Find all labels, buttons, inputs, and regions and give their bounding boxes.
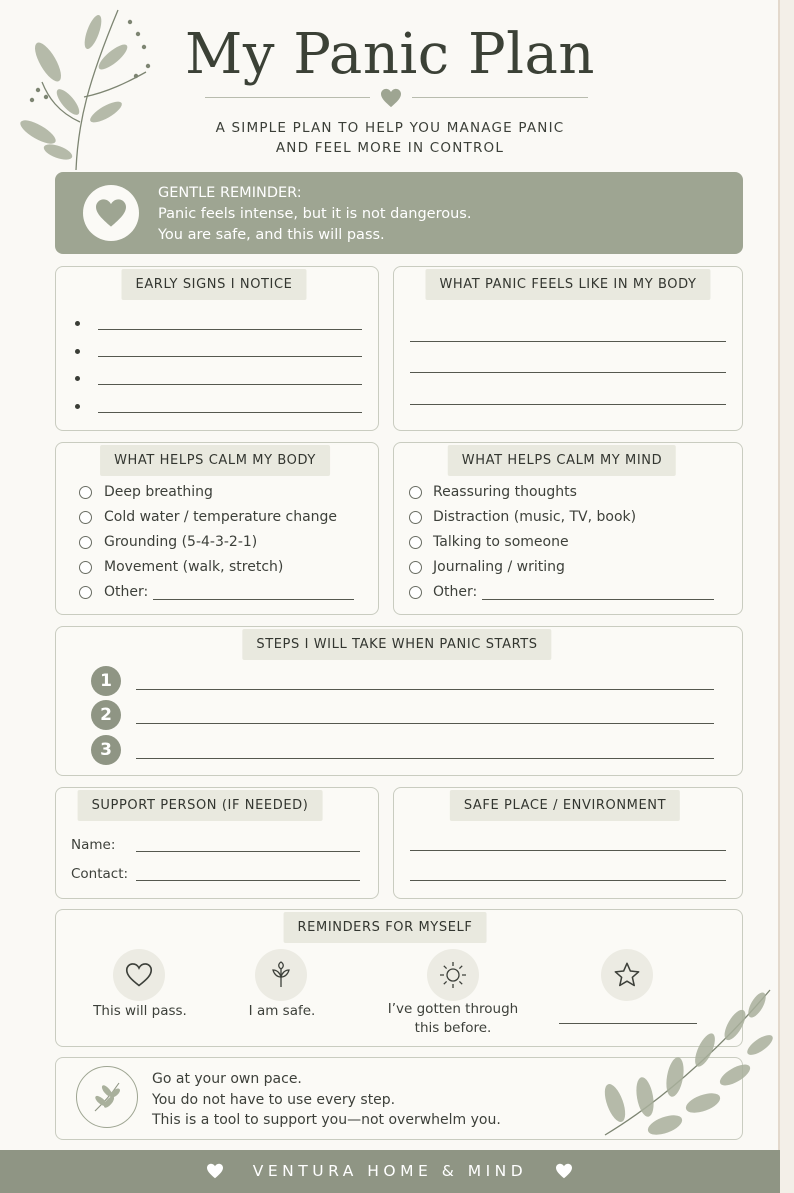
checkbox-grounding[interactable] (79, 536, 92, 549)
reminder-heading: GENTLE REMINDER: (158, 185, 302, 201)
brand-name: VENTURA HOME & MIND (252, 1162, 528, 1180)
reminder-line: I am safe. (248, 1003, 316, 1019)
reminder-text (212, 1002, 352, 1021)
reminder-line-1: Panic feels intense, but it is not dangerous. (158, 206, 472, 222)
checkbox-deep-breathing[interactable] (79, 486, 92, 499)
write-line[interactable] (410, 880, 726, 881)
bullet (75, 376, 80, 381)
step-write-line[interactable] (136, 723, 714, 724)
sun-icon (438, 960, 468, 990)
bullet (75, 404, 80, 409)
reminder-icon-circle (255, 949, 307, 1001)
sprig-emblem (76, 1066, 138, 1128)
option-label: Reassuring thoughts (433, 484, 577, 500)
reminder-line: This will pass. (93, 1003, 187, 1019)
closing-line-1: Go at your own pace. (152, 1071, 302, 1087)
checkbox-other[interactable] (79, 586, 92, 599)
option-label: Other: (433, 584, 478, 600)
write-line[interactable] (98, 384, 362, 385)
heart-icon (125, 962, 153, 988)
step-number-1: 1 (91, 666, 121, 696)
body-feels-title: WHAT PANIC FEELS LIKE IN MY BODY (425, 269, 710, 300)
option-label: Movement (walk, stretch) (104, 559, 284, 575)
bullet (75, 349, 80, 354)
subtitle-line-1: A SIMPLE PLAN TO HELP YOU MANAGE PANIC (215, 120, 565, 136)
reminder-text (70, 1002, 210, 1021)
reminders-title: REMINDERS FOR MYSELF (284, 912, 487, 943)
write-line[interactable] (98, 329, 362, 330)
other-write-line[interactable] (153, 599, 354, 600)
page-title: My Panic Plan (184, 22, 595, 87)
body-feels-card (393, 266, 743, 431)
early-signs-title: EARLY SIGNS I NOTICE (122, 269, 307, 300)
option-label: Distraction (music, TV, book) (433, 509, 637, 525)
steps-title: STEPS I WILL TAKE WHEN PANIC STARTS (242, 629, 551, 660)
checkbox-movement[interactable] (79, 561, 92, 574)
name-label: Name: (71, 837, 116, 853)
title-rule-right (412, 97, 588, 98)
write-line[interactable] (410, 372, 726, 373)
support-person-card (55, 787, 379, 899)
leaf-branch-decoration (585, 985, 777, 1140)
reminder-icon-circle (113, 949, 165, 1001)
checkbox-reassuring-thoughts[interactable] (409, 486, 422, 499)
option-label: Cold water / temperature change (104, 509, 338, 525)
closing-line-2: You do not have to use every step. (152, 1091, 396, 1108)
heart-icon (380, 88, 402, 108)
closing-text (152, 1069, 501, 1131)
contact-write-line[interactable] (136, 880, 360, 881)
contact-label: Contact: (71, 866, 129, 882)
calm-body-title: WHAT HELPS CALM MY BODY (100, 445, 330, 476)
heart-icon (555, 1163, 573, 1179)
safe-place-card (393, 787, 743, 899)
heart-icon (94, 198, 128, 228)
option-label: Talking to someone (433, 534, 569, 550)
footer-band (0, 1150, 780, 1193)
calm-body-card (55, 442, 379, 615)
write-line[interactable] (98, 412, 362, 413)
bullet (75, 321, 80, 326)
checkbox-distraction[interactable] (409, 511, 422, 524)
calm-mind-card (393, 442, 743, 615)
write-line[interactable] (98, 356, 362, 357)
name-write-line[interactable] (136, 851, 360, 852)
step-write-line[interactable] (136, 689, 714, 690)
step-write-line[interactable] (136, 758, 714, 759)
page-edge (780, 0, 794, 1193)
reminder-text (158, 183, 471, 246)
subtitle-line-2: AND FEEL MORE IN CONTROL (275, 140, 505, 156)
reminder-icon-circle (427, 949, 479, 1001)
reminder-heart-circle (83, 185, 139, 241)
reminder-line-2: You are safe, and this will pass. (158, 227, 385, 243)
option-label: Other: (104, 584, 149, 600)
subtitle (0, 118, 780, 158)
option-label: Deep breathing (104, 484, 213, 500)
checkbox-journaling[interactable] (409, 561, 422, 574)
write-line[interactable] (410, 850, 726, 851)
checkbox-talking[interactable] (409, 536, 422, 549)
calm-mind-title: WHAT HELPS CALM MY MIND (448, 445, 676, 476)
closing-line-3: This is a tool to support you—not overwhelm you. (152, 1112, 501, 1128)
option-label: Journaling / writing (433, 559, 565, 575)
write-line[interactable] (410, 341, 726, 342)
safe-place-title: SAFE PLACE / ENVIRONMENT (450, 790, 680, 821)
step-number-2: 2 (91, 700, 121, 730)
checkbox-other[interactable] (409, 586, 422, 599)
steps-card (55, 626, 743, 776)
support-title: SUPPORT PERSON (IF NEEDED) (78, 790, 323, 821)
other-write-line[interactable] (482, 599, 714, 600)
gentle-reminder-banner (55, 172, 743, 254)
title-rule-left (205, 97, 370, 98)
step-number-3: 3 (91, 735, 121, 765)
checkbox-cold-water[interactable] (79, 511, 92, 524)
reminder-text (373, 1000, 533, 1038)
early-signs-card (55, 266, 379, 431)
sprout-icon (267, 961, 295, 989)
reminder-line: I’ve gotten through (387, 1001, 519, 1017)
reminder-line: this before. (414, 1020, 492, 1036)
write-line[interactable] (410, 404, 726, 405)
sprig-icon (87, 1077, 127, 1117)
option-label: Grounding (5-4-3-2-1) (104, 534, 258, 550)
